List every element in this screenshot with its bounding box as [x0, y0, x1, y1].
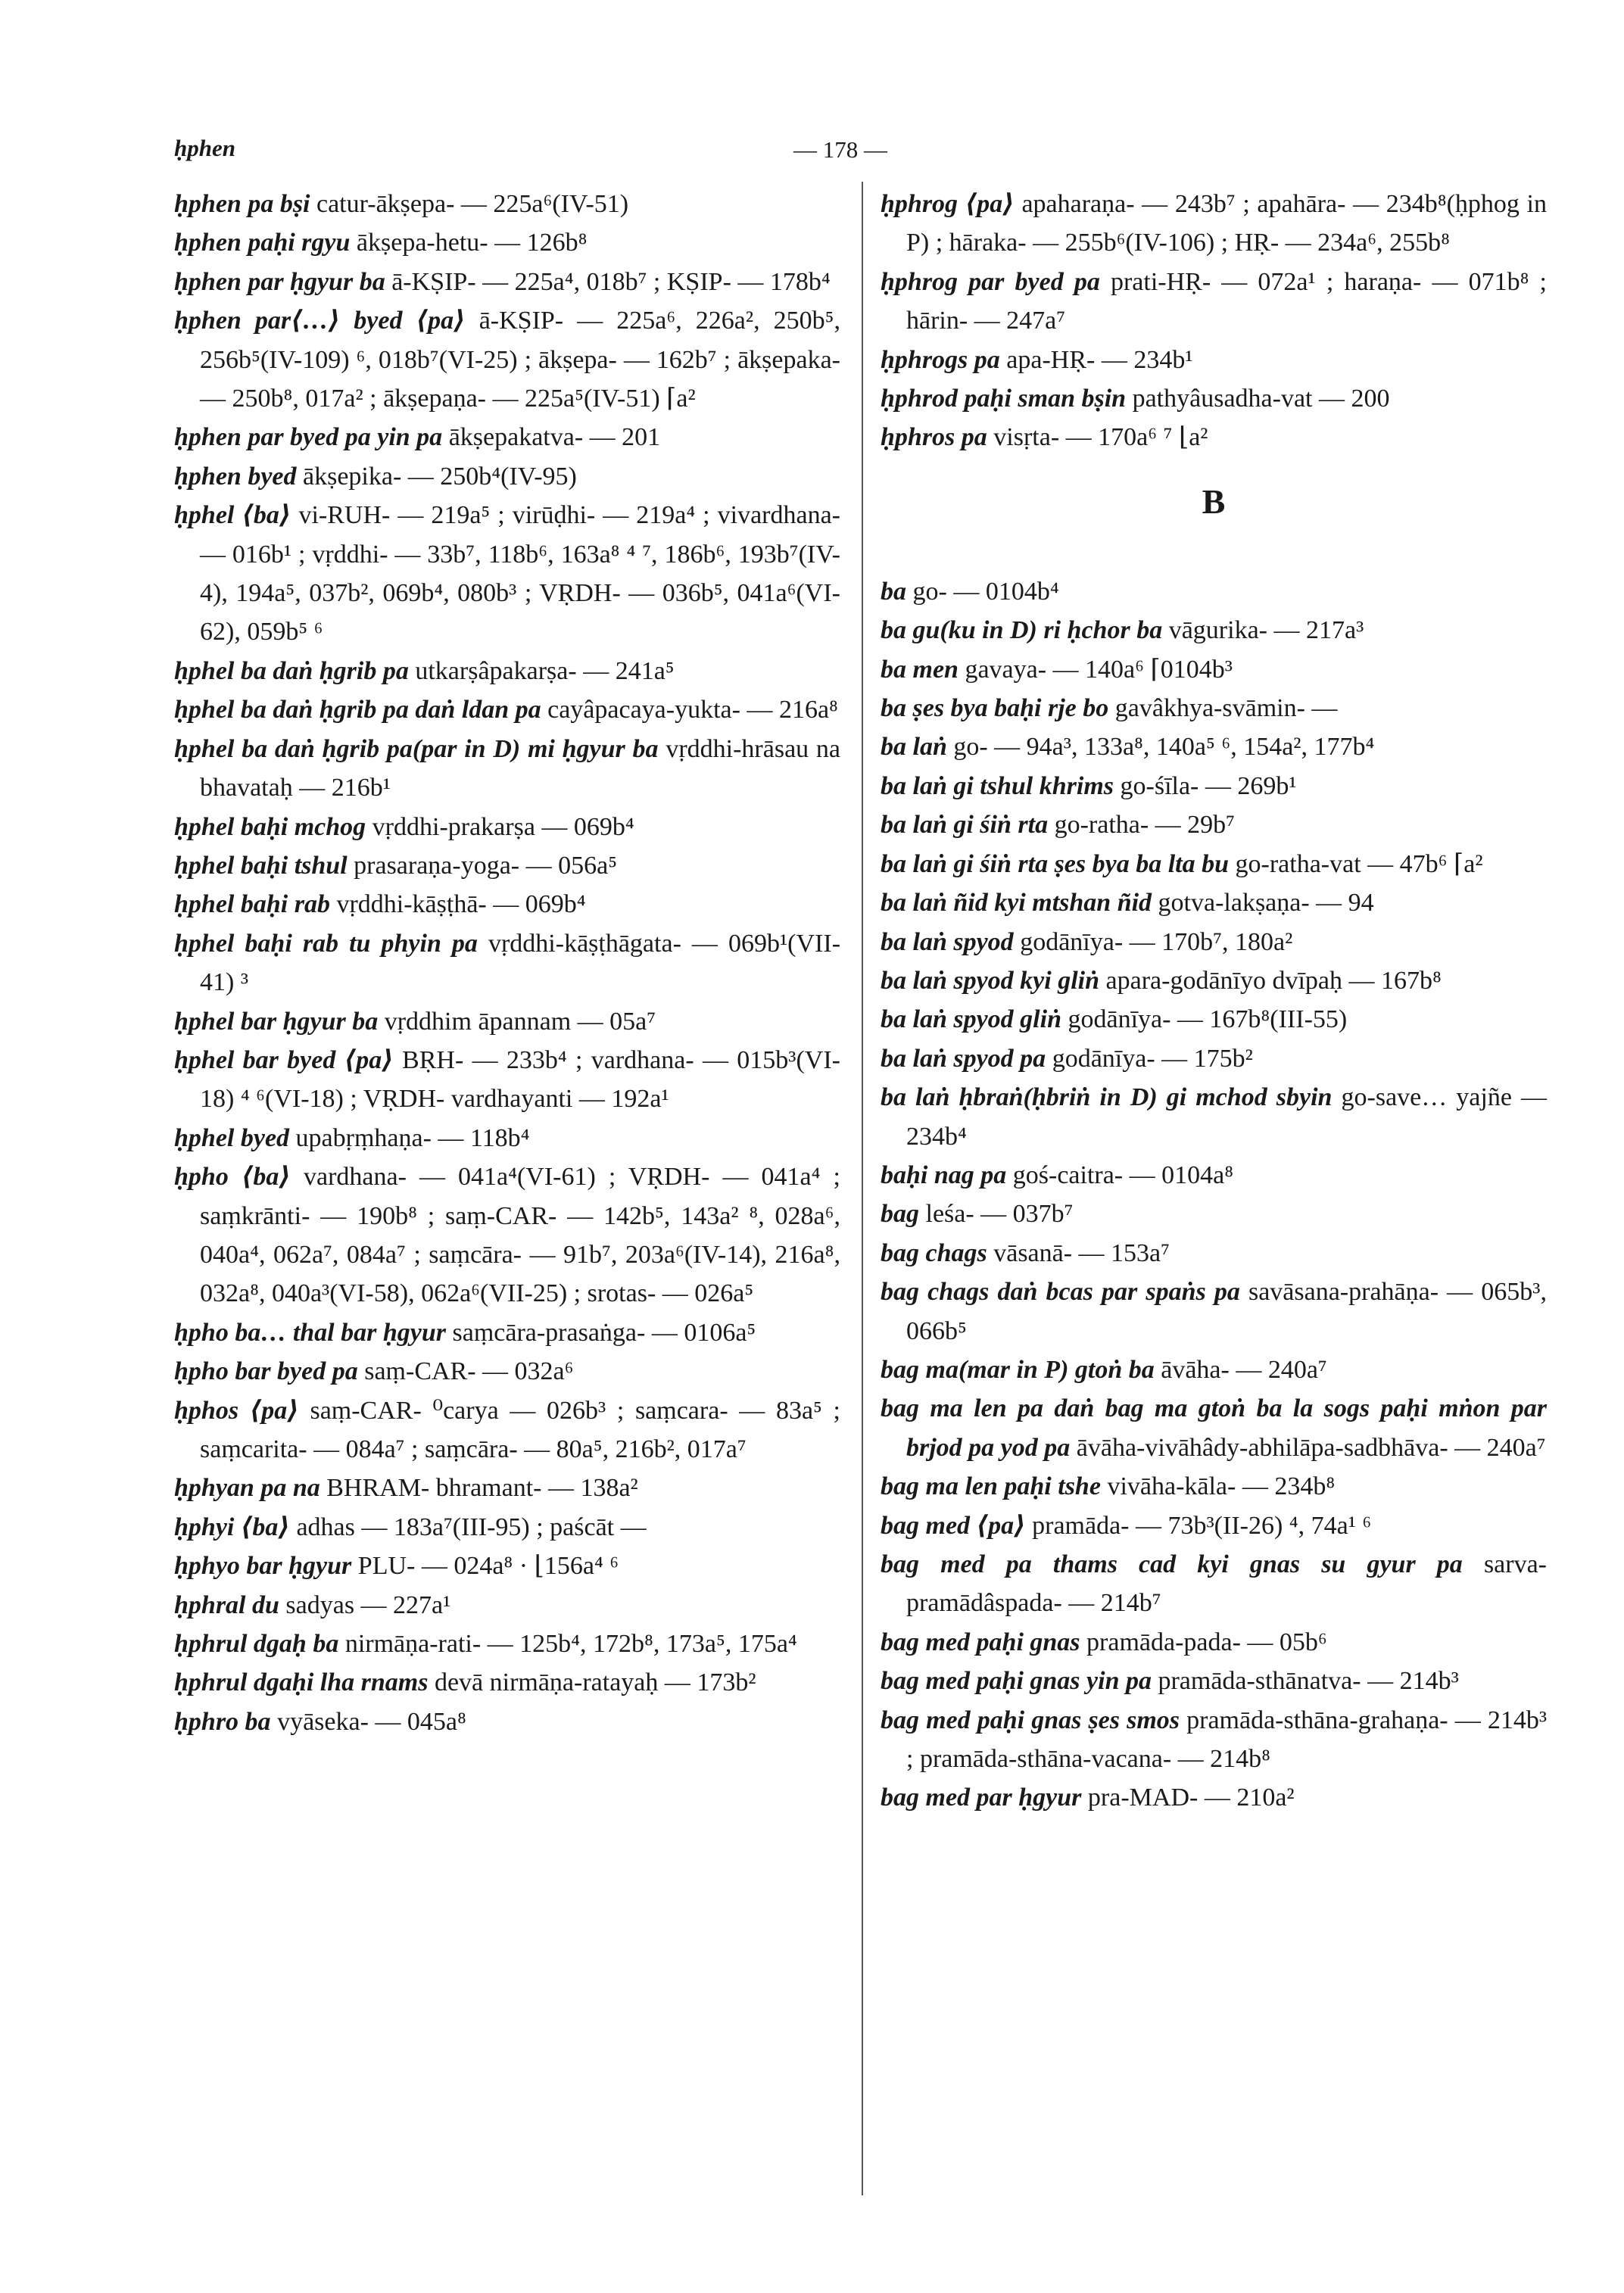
entry-gloss: gavâkhya-svāmin- — — [1114, 694, 1338, 723]
entry-headword: ba — [881, 577, 906, 606]
entry-gloss: saṃcāra-prasaṅga- — 0106a⁵ — [452, 1318, 756, 1347]
entry-gloss: ākṣepa-hetu- — 126b⁸ — [356, 229, 588, 257]
dictionary-entry — [174, 808, 840, 846]
entry-headword: ḥphen par byed pa yin pa — [174, 423, 443, 452]
page-number: — 178 — — [793, 136, 887, 163]
dictionary-entry — [174, 1547, 840, 1585]
entry-headword: ba laṅ ḥbraṅ(ḥbriṅ in D) gi mchod sbyin — [881, 1083, 1333, 1112]
dictionary-entry — [881, 650, 1547, 689]
dictionary-entry — [174, 1469, 840, 1507]
entry-gloss: vāsanā- — 153a⁷ — [993, 1238, 1170, 1267]
entry-gloss: vardhana- — 041a⁴(VI-61) ; VṚDH- — 041a⁴ ; saṃkrānti- — 190b⁸ ; saṃ-CAR- — 142b⁵, 143a² ⁸, 028a⁶, 040a⁴, 062a⁷, 084a⁷ ; saṃcāra- — 91b⁷, 203a⁶(IV-14), 216a⁸, 032a⁸, 040a³(VI-58), 062a⁶(VII-25) ; srotas- — 026a⁵ — [200, 1163, 840, 1308]
entry-gloss: āvāha- — 240a⁷ — [1161, 1355, 1327, 1384]
entry-gloss: apara-godānīyo dvīpaḥ — 167b⁸ — [1105, 966, 1442, 995]
entry-gloss: pramāda-sthānatva- — 214b³ — [1158, 1667, 1459, 1696]
dictionary-entry — [174, 730, 840, 808]
entry-gloss: BHRAM- bhramant- — 138a² — [326, 1474, 638, 1503]
dictionary-entry — [881, 1195, 1547, 1233]
dictionary-entry — [174, 1352, 840, 1391]
dictionary-entry — [174, 263, 840, 301]
page-header — [0, 135, 1624, 173]
entry-headword: ḥphel baḥi rab tu phyin pa — [174, 929, 478, 958]
dictionary-entry — [881, 1351, 1547, 1389]
dictionary-entry — [174, 301, 840, 418]
entry-headword: bag med paḥi gnas ṣes smos — [881, 1706, 1180, 1734]
entry-headword: ḥphyo bar ḥgyur — [174, 1552, 352, 1581]
running-head: ḥphen — [174, 135, 235, 161]
entry-headword: ḥphrog par byed pa — [881, 267, 1100, 296]
dictionary-entry — [881, 1000, 1547, 1039]
dictionary-entry — [881, 805, 1547, 844]
entry-gloss: ā-KṢIP- — 225a⁴, 018b⁷ ; KṢIP- — 178b⁴ — [391, 267, 831, 296]
entry-headword: ḥpho bar byed pa — [174, 1357, 358, 1386]
dictionary-entry — [881, 883, 1547, 922]
entry-headword: ba laṅ spyod kyi gliṅ — [881, 966, 1100, 995]
entry-gloss: go-save… yajñe — 234b⁴ — [906, 1083, 1547, 1151]
entry-gloss: goś-caitra- — 0104a⁸ — [1012, 1161, 1234, 1189]
entry-gloss: vṛddhi-hrāsau na bhavataḥ — 216b¹ — [200, 734, 841, 802]
dictionary-entry — [174, 457, 840, 496]
entry-headword: ḥphen paḥi rgyu — [174, 229, 351, 257]
dictionary-entry — [881, 611, 1547, 650]
dictionary-entry — [881, 845, 1547, 883]
dictionary-entry — [881, 1273, 1547, 1351]
entry-gloss: adhas — 183a⁷(III-95) ; paścāt — — [296, 1513, 647, 1541]
entry-headword: bag med par ḥgyur — [881, 1784, 1082, 1812]
entry-gloss: pramāda-sthāna-grahaṇa- — 214b³ ; pramāda-sthāna-vacana- — 214b⁸ — [906, 1706, 1548, 1774]
entry-gloss: go-ratha-vat — 47b⁶ ⌈a² — [1235, 849, 1483, 878]
entry-gloss: go- — 0104b⁴ — [912, 577, 1059, 606]
entry-headword: ba men — [881, 655, 959, 684]
entry-headword: ḥpho ba… thal bar ḥgyur — [174, 1318, 446, 1347]
dictionary-entry — [174, 185, 840, 223]
entry-gloss: prasaraṇa-yoga- — 056a⁵ — [354, 851, 618, 880]
dictionary-entry — [881, 1623, 1547, 1662]
entry-gloss: pathyâusadha-vat — 200 — [1132, 385, 1390, 413]
dictionary-entry — [174, 1119, 840, 1157]
dictionary-entry — [881, 1467, 1547, 1506]
entry-headword: ḥphrogs pa — [881, 345, 1000, 374]
dictionary-entry — [881, 923, 1547, 961]
entry-gloss: saṃ-CAR- — 032a⁶ — [364, 1357, 574, 1386]
entry-gloss: pramāda- — 73b³(II-26) ⁴, 74a¹ ⁶ — [1032, 1511, 1372, 1540]
entry-headword: ḥphel ba daṅ ḥgrib pa — [174, 656, 409, 685]
entry-headword: ba ṣes bya baḥi rje bo — [881, 694, 1109, 723]
entry-gloss: cayâpacaya-yukta- — 216a⁸ — [547, 696, 838, 724]
dictionary-entry — [174, 652, 840, 690]
dictionary-entry — [174, 1391, 840, 1469]
dictionary-entry — [881, 418, 1547, 456]
entry-gloss: gavaya- — 140a⁶ ⌈0104b³ — [965, 655, 1233, 684]
entry-headword: ḥphyi ⟨ba⟩ — [174, 1513, 290, 1541]
dictionary-entry — [881, 1778, 1547, 1817]
dictionary-entry — [881, 1701, 1547, 1779]
entry-headword: ḥphos ⟨pa⟩ — [174, 1396, 299, 1425]
entry-headword: ḥphral du — [174, 1590, 279, 1619]
entry-headword: bag chags daṅ bcas par spaṅs pa — [881, 1278, 1240, 1307]
entry-headword: bag ma(mar in P) gtoṅ ba — [881, 1355, 1155, 1384]
entry-gloss: vyāseka- — 045a⁸ — [277, 1707, 466, 1736]
entry-headword: ḥphen pa bṣi — [174, 190, 310, 218]
entry-headword: bag med paḥi gnas — [881, 1628, 1080, 1656]
dictionary-entry — [881, 1662, 1547, 1700]
dictionary-entry — [174, 223, 840, 262]
dictionary-entry — [881, 1506, 1547, 1545]
entry-headword: bag med pa thams cad kyi gnas su gyur pa — [881, 1550, 1463, 1578]
entry-headword: ḥphros pa — [881, 423, 987, 452]
dictionary-entry — [174, 846, 840, 885]
dictionary-entry — [881, 379, 1547, 418]
dictionary-entry — [174, 1313, 840, 1352]
dictionary-entry — [881, 341, 1547, 379]
dictionary-entry — [881, 1039, 1547, 1078]
entry-headword: bag chags — [881, 1238, 987, 1267]
entry-headword: bag ma len pa daṅ bag ma gtoṅ ba la sogs paḥi mṅon par brjod pa yod pa — [881, 1394, 1547, 1462]
entry-headword: ba laṅ spyod — [881, 927, 1014, 956]
dictionary-entry — [174, 1586, 840, 1625]
entry-headword: baḥi nag pa — [881, 1161, 1007, 1189]
entry-headword: ḥphel ba daṅ ḥgrib pa daṅ ldan pa — [174, 696, 541, 724]
entry-gloss: āvāha-vivāhâdy-abhilāpa-sadbhāva- — 240a⁷ — [1076, 1433, 1546, 1462]
entry-gloss: nirmāṇa-rati- — 125b⁴, 172b⁸, 173a⁵, 175a⁴ — [344, 1630, 797, 1659]
entry-gloss: apaharaṇa- — 243b⁷ ; apahāra- — 234b⁸(ḥphog in P) ; hāraka- — 255b⁶(IV-106) ; HṚ- — 234a⁶, 255b⁸ — [906, 190, 1547, 257]
dictionary-entry — [881, 727, 1547, 766]
entry-gloss: gotva-lakṣaṇa- — 94 — [1158, 889, 1374, 918]
entry-gloss: pra-MAD- — 210a² — [1087, 1784, 1295, 1812]
entry-gloss: ākṣepika- — 250b⁴(IV-95) — [303, 462, 577, 491]
entry-gloss: vṛddhim āpannam — 05a⁷ — [384, 1007, 656, 1036]
entry-gloss: godānīya- — 167b⁸(III-55) — [1068, 1005, 1348, 1034]
dictionary-entry — [881, 1078, 1547, 1156]
entry-headword: ḥphel baḥi tshul — [174, 851, 348, 880]
entry-gloss: leśa- — 037b⁷ — [925, 1200, 1074, 1229]
entry-headword: ba laṅ gi tshul khrims — [881, 771, 1114, 800]
dictionary-entry — [174, 885, 840, 924]
dictionary-entry — [174, 1041, 840, 1119]
dictionary-entry — [881, 1156, 1547, 1195]
entry-gloss: vṛddhi-kāṣṭhā- — 069b⁴ — [336, 890, 586, 919]
entry-gloss: apa-HṚ- — 234b¹ — [1006, 345, 1193, 374]
entry-gloss: ā-KṢIP- — 225a⁶, 226a², 250b⁵, 256b⁵(IV-109) ⁶, 018b⁷(VI-25) ; ākṣepa- — 162b⁷ ; ākṣepaka- — 250b⁸, 017a² ; ākṣepaṇa- — 225a⁵(IV-51) ⌈a² — [200, 307, 841, 413]
entry-headword: ḥphrul dgaḥi lha rnams — [174, 1668, 429, 1697]
entry-headword: ba gu(ku in D) ri ḥchor ba — [881, 616, 1163, 645]
entry-gloss: sadyas — 227a¹ — [285, 1590, 451, 1619]
entry-headword: ḥphrog ⟨pa⟩ — [881, 190, 1015, 218]
entry-headword: ba laṅ spyod gliṅ — [881, 1005, 1061, 1034]
dictionary-entry — [881, 1389, 1547, 1467]
entry-headword: ba laṅ ñid kyi mtshan ñid — [881, 889, 1152, 918]
entry-gloss: vṛddhi-prakarṣa — 069b⁴ — [372, 812, 634, 841]
entry-headword: ba laṅ gi śiṅ rta — [881, 811, 1049, 840]
dictionary-entry — [174, 496, 840, 652]
entry-headword: ḥphen byed — [174, 462, 297, 491]
section-letter: B — [1202, 481, 1226, 521]
column-divider — [862, 182, 863, 2195]
entry-headword: ḥphel baḥi mchog — [174, 812, 366, 841]
dictionary-entry — [881, 263, 1547, 341]
dictionary-entry — [174, 1663, 840, 1702]
entry-gloss: godānīya- — 170b⁷, 180a² — [1020, 927, 1293, 956]
entry-gloss: sarva-pramādâspada- — 214b⁷ — [906, 1550, 1547, 1618]
entry-headword: ḥpho ⟨ba⟩ — [174, 1163, 291, 1192]
dictionary-entry — [174, 1703, 840, 1741]
entry-headword: ḥphel ba daṅ ḥgrib pa(par in D) mi ḥgyur ba — [174, 734, 659, 763]
entry-headword: ḥphro ba — [174, 1707, 271, 1736]
dictionary-entry — [881, 1234, 1547, 1273]
entry-headword: bag med ⟨pa⟩ — [881, 1511, 1026, 1540]
entry-headword: ḥphrod paḥi sman bṣin — [881, 385, 1127, 413]
entry-gloss: catur-ākṣepa- — 225a⁶(IV-51) — [316, 190, 629, 218]
entry-headword: ḥphel ⟨ba⟩ — [174, 501, 291, 530]
entry-gloss: PLU- — 024a⁸ · ⌊156a⁴ ⁶ — [357, 1552, 619, 1581]
dictionary-entry — [881, 961, 1547, 1000]
entry-headword: ḥphrul dgaḥ ba — [174, 1630, 339, 1659]
entry-gloss: saṃ-CAR- ⁰carya — 026b³ ; saṃcara- — 83a⁵ ; saṃcarita- — 084a⁷ ; saṃcāra- — 80a⁵, 216b², 017a⁷ — [200, 1396, 841, 1463]
entry-headword: ḥphel byed — [174, 1123, 290, 1152]
dictionary-entry — [174, 1508, 840, 1547]
entry-headword: ḥphen par ḥgyur ba — [174, 267, 385, 296]
entry-gloss: go-śīla- — 269b¹ — [1120, 771, 1297, 800]
entry-gloss: vṛddhi-kāṣṭhāgata- — 069b¹(VII-41) ³ — [200, 929, 841, 997]
dictionary-entry — [174, 418, 840, 456]
entry-gloss: upabṛṃhaṇa- — 118b⁴ — [295, 1123, 530, 1152]
entry-gloss: visṛta- — 170a⁶ ⁷ ⌊a² — [993, 423, 1208, 452]
entry-headword: ba laṅ gi śiṅ rta ṣes bya ba lta bu — [881, 849, 1230, 878]
dictionary-entry — [174, 1157, 840, 1313]
entry-headword: ḥphel bar ḥgyur ba — [174, 1007, 379, 1036]
dictionary-entry — [881, 689, 1547, 727]
dictionary-entry — [881, 1545, 1547, 1623]
entry-gloss: vivāha-kāla- — 234b⁸ — [1107, 1472, 1336, 1501]
entry-headword: ba laṅ — [881, 733, 947, 762]
entry-gloss: savāsana-prahāṇa- — 065b³, 066b⁵ — [906, 1278, 1548, 1345]
dictionary-entry — [174, 690, 840, 729]
right-column — [881, 185, 1547, 1818]
entry-headword: ḥphel bar byed ⟨pa⟩ — [174, 1045, 394, 1074]
entry-headword: ḥphen par⟨…⟩ byed ⟨pa⟩ — [174, 307, 466, 335]
dictionary-entry — [174, 1002, 840, 1041]
right-entries-bottom — [881, 572, 1547, 1818]
entry-gloss: BṚH- — 233b⁴ ; vardhana- — 015b³(VI-18) ⁴ ⁶(VI-18) ; VṚDH- vardhayanti — 192a¹ — [200, 1045, 840, 1114]
entry-gloss: godānīya- — 175b² — [1052, 1044, 1253, 1073]
dictionary-entry — [881, 185, 1547, 263]
left-column — [174, 185, 840, 1741]
entry-gloss: utkarṣâpakarṣa- — 241a⁵ — [415, 656, 675, 685]
entry-headword: bag med paḥi gnas yin pa — [881, 1667, 1152, 1696]
right-entries-top — [881, 185, 1547, 457]
entry-gloss: go-ratha- — 29b⁷ — [1054, 811, 1236, 840]
entry-gloss: pramāda-pada- — 05b⁶ — [1086, 1628, 1327, 1656]
entry-headword: bag — [881, 1200, 919, 1229]
entry-headword: ḥphyan pa na — [174, 1474, 320, 1503]
dictionary-entry — [174, 924, 840, 1002]
entry-gloss: vāgurika- — 217a³ — [1168, 616, 1364, 645]
dictionary-entry — [881, 572, 1547, 611]
entry-gloss: ākṣepakatva- — 201 — [448, 423, 661, 452]
entry-headword: ba laṅ spyod pa — [881, 1044, 1046, 1073]
entry-gloss: prati-HṚ- — 072a¹ ; haraṇa- — 071b⁸ ; hārin- — 247a⁷ — [906, 267, 1547, 335]
entry-gloss: devā nirmāṇa-ratayaḥ — 173b² — [434, 1668, 756, 1697]
entry-gloss: vi-RUH- — 219a⁵ ; virūḍhi- — 219a⁴ ; vivardhana- — 016b¹ ; vṛddhi- — 33b⁷, 118b⁶, 163a⁸ ⁴ ⁷, 186b⁶, 193b⁷(IV-4), 194a⁵, 037b², 069b⁴, 080b³ ; VṚDH- — 036b⁵, 041a⁶(VI-62), 059b⁵ ⁶ — [200, 501, 840, 646]
entry-headword: bag ma len paḥi tshe — [881, 1472, 1101, 1501]
entry-gloss: go- — 94a³, 133a⁸, 140a⁵ ⁶, 154a², 177b⁴ — [953, 733, 1375, 762]
entry-headword: ḥphel baḥi rab — [174, 890, 330, 919]
dictionary-entry — [174, 1625, 840, 1663]
dictionary-entry — [881, 767, 1547, 805]
